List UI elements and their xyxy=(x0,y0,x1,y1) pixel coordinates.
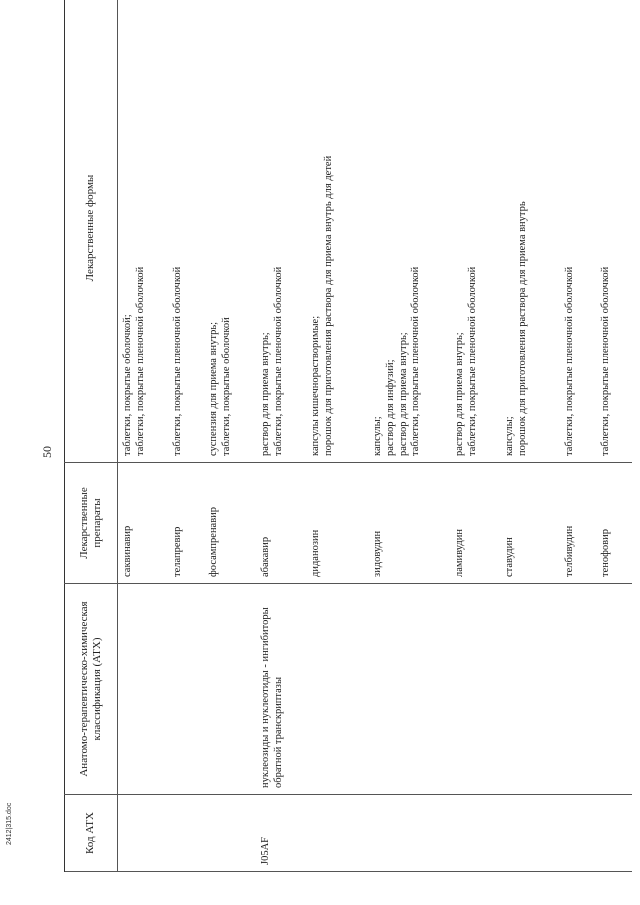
drug-name-cell: зидовудин xyxy=(368,463,450,584)
dosage-forms-cell xyxy=(450,0,500,463)
atc-code-cell: J05AF xyxy=(256,795,306,872)
dosage-form-line: таблетки, покрытые пленочной оболочкой xyxy=(600,266,611,456)
page-number: 50 xyxy=(40,446,54,458)
table-row xyxy=(204,0,256,872)
atc-code-cell xyxy=(500,795,560,872)
classification-cell xyxy=(204,584,256,795)
atc-code-cell xyxy=(596,795,632,872)
dosage-form-line: таблетки, покрытые пленочной оболочкой xyxy=(466,266,478,456)
classification-cell xyxy=(368,584,450,795)
table-row xyxy=(118,0,169,872)
rotated-page xyxy=(34,32,611,872)
dosage-forms-cell xyxy=(596,0,632,463)
table-row xyxy=(168,0,204,872)
drug-name-cell: фосампренавир xyxy=(204,463,256,584)
atc-code-cell xyxy=(118,795,169,872)
atc-code-cell xyxy=(204,795,256,872)
dosage-forms-cell xyxy=(306,0,368,463)
header-drugs: Лекарственные препараты xyxy=(65,463,118,584)
dosage-forms-cell xyxy=(256,0,306,463)
drug-name-cell: телапревир xyxy=(168,463,204,584)
classification-cell xyxy=(450,584,500,795)
atc-code-cell xyxy=(560,795,596,872)
table-row xyxy=(450,0,500,872)
drug-name-cell: ставудин xyxy=(500,463,560,584)
dosage-form-line: капсулы; xyxy=(372,416,383,456)
table-row xyxy=(560,0,596,872)
header-row xyxy=(65,0,118,872)
atc-code-cell xyxy=(450,795,500,872)
classification-cell xyxy=(168,584,204,795)
dosage-form-line: порошок для приготовления раствора для приема внутрь xyxy=(516,201,528,456)
dosage-form-line: таблетки, покрытые оболочкой xyxy=(220,317,232,456)
dosage-form-line: таблетки, покрытые пленочной оболочкой xyxy=(410,266,422,456)
dosage-forms-cell xyxy=(560,0,596,463)
drug-name-cell: саквинавир xyxy=(118,463,169,584)
classification-cell xyxy=(118,584,169,795)
dosage-form-line: раствор для приема внутрь; xyxy=(454,332,465,456)
header-code: Код АТХ xyxy=(65,795,118,872)
table-row xyxy=(596,0,632,872)
header-forms: Лекарственные формы xyxy=(65,0,118,463)
footer-filename: 2412|315.doc xyxy=(6,802,13,845)
dosage-forms-cell xyxy=(500,0,560,463)
dosage-form-line: таблетки, покрытые оболочкой; xyxy=(122,314,133,456)
dosage-forms-cell xyxy=(168,0,204,463)
header-classification: Анатомо-терапевтическо-химическая классификация (АТХ) xyxy=(65,584,118,795)
dosage-form-line: раствор для инфузий; xyxy=(384,359,396,456)
table-row xyxy=(500,0,560,872)
drug-name-cell: телбивудин xyxy=(560,463,596,584)
classification-cell xyxy=(500,584,560,795)
table-row xyxy=(256,0,306,872)
dosage-form-line: суспензия для приема внутрь; xyxy=(208,321,219,456)
table-row xyxy=(368,0,450,872)
atc-code-cell xyxy=(368,795,450,872)
dosage-form-line: порошок для приготовления раствора для приема внутрь для детей xyxy=(322,155,334,456)
dosage-form-line: капсулы; xyxy=(504,416,515,456)
drug-table xyxy=(64,0,632,872)
dosage-form-line: капсулы кишечнорастворимые; xyxy=(310,315,321,456)
dosage-forms-cell xyxy=(204,0,256,463)
classification-cell xyxy=(560,584,596,795)
table-row xyxy=(306,0,368,872)
atc-code-cell xyxy=(168,795,204,872)
drug-name-cell: тенофовир xyxy=(596,463,632,584)
dosage-form-line: таблетки, покрытые пленочной оболочкой xyxy=(172,266,183,456)
dosage-forms-cell xyxy=(368,0,450,463)
dosage-form-line: раствор для приема внутрь; xyxy=(397,332,409,456)
classification-cell: нуклеозиды и нуклеотиды - ингибиторы обратной транскриптазы xyxy=(256,584,306,795)
dosage-form-line: таблетки, покрытые пленочной оболочкой xyxy=(272,266,284,456)
dosage-form-line: раствор для приема внутрь; xyxy=(260,332,271,456)
dosage-forms-cell xyxy=(118,0,169,463)
classification-cell xyxy=(306,584,368,795)
atc-code-cell xyxy=(306,795,368,872)
dosage-form-line: таблетки, покрытые пленочной оболочкой xyxy=(134,266,146,456)
drug-name-cell: ламивудин xyxy=(450,463,500,584)
dosage-form-line: таблетки, покрытые пленочной оболочкой xyxy=(564,266,575,456)
classification-cell xyxy=(596,584,632,795)
drug-name-cell: абакавир xyxy=(256,463,306,584)
drug-name-cell: диданозин xyxy=(306,463,368,584)
